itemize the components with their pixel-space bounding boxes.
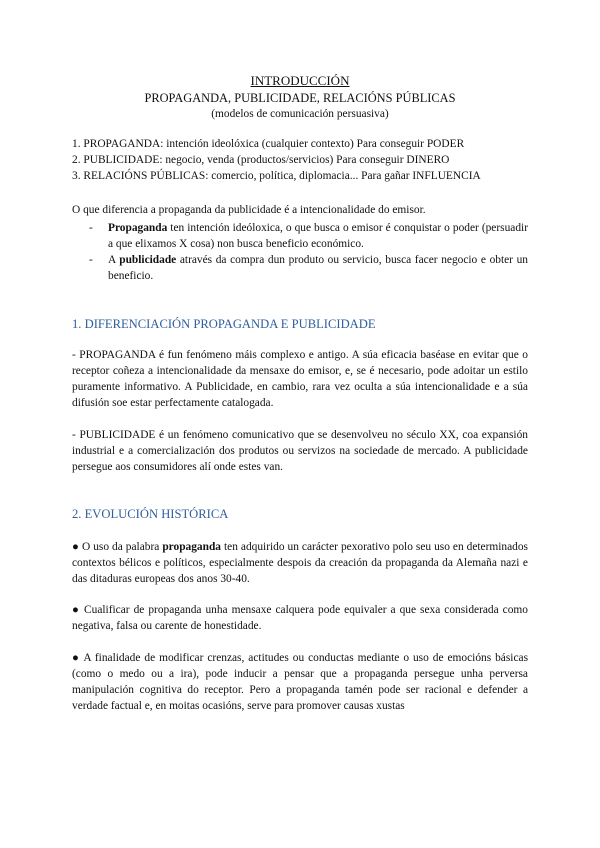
numbered-item-1: 1. PROPAGANDA: intención ideolóxica (cualquier contexto) Para conseguir PODER [72, 138, 465, 150]
section1-paragraph-2: - PUBLICIDADE é un fenómeno comunicativo que se desenvolveu no século XX, coa expansión industrial e a comercialización dos produtos ou servizos na sociedade de mercado. A publicidade persegue aos consumidores alí onde estes van. [72, 429, 528, 473]
bold-term: propaganda [162, 541, 221, 553]
difference-list [72, 220, 528, 284]
bold-term: Propaganda [108, 222, 168, 234]
dash-marker: - [89, 254, 93, 266]
page-subtitle: PROPAGANDA, PUBLICIDADE, RELACIÓNS PÚBLICAS [144, 91, 456, 105]
document-header [0, 72, 600, 122]
section2-paragraph-3: ● A finalidade de modificar crenzas, actitudes ou conductas mediante o uso de emocións básicas (como o medo ou a ira), pode inducir a pensar que a propaganda persegue unha perversa manipulación cognitiva do receptor. Pero a propaganda tamén pode ser racional e defender a verdade factual e, en moitas ocasións, serve para promover causas xustas [72, 652, 528, 712]
section-heading-1: 1. DIFERENCIACIÓN PROPAGANDA E PUBLICIDADE [72, 317, 376, 331]
section2-paragraph-2: ● Cualificar de propaganda unha mensaxe calquera pode equivaler a que sexa considerada como negativa, falsa ou carente de honestidade. [72, 604, 528, 632]
bold-term: publicidade [119, 254, 177, 266]
section-heading-2: 2. EVOLUCIÓN HISTÓRICA [72, 507, 229, 521]
section1-paragraph-1: - PROPAGANDA é fun fenómeno máis complexo e antigo. A súa eficacia baséase en evitar que o receptor coñeza a intencionalidade da mensaxe do emisor, e, se é necesario, pode adoitar un estilo puramente informativo. A Publicidade, en cambio, rara vez oculta a súa intencionalidade e a súa difusión soe estar perfectamente catalogada. [72, 349, 528, 409]
page-subtitle-note: (modelos de comunicación persuasiva) [211, 108, 389, 120]
numbered-item-2: 2. PUBLICIDADE: negocio, venda (productos/servicios) Para conseguir DINERO [72, 154, 450, 166]
page-title: INTRODUCCIÓN [250, 73, 350, 88]
list-item-publicidade [72, 252, 528, 284]
list-item-text: através da compra dun produto ou servicio, busca facer negocio e obter un beneficio. [108, 254, 528, 282]
difference-lead: O que diferencia a propaganda da publicidade é a intencionalidade do emisor. [72, 204, 426, 216]
list-item-propaganda [72, 220, 528, 252]
dash-marker: - [89, 222, 93, 234]
list-item-text: ten intención ideóloxica, o que busca o emisor é conquistar o poder (persuadir a que elixamos X cosa) non busca beneficio económico. [108, 222, 528, 250]
numbered-list [72, 136, 528, 184]
difference-block [72, 202, 528, 284]
paragraph-text: ten adquirido un carácter pexorativo polo seu uso en determinados contextos bélicos e políticos, especialmente despois da creación da propaganda da Alemaña nazi e das ditaduras europeas dos anos 30-40. [72, 541, 528, 585]
paragraph-text: ● O uso da palabra [72, 541, 163, 553]
list-item-lead: A [108, 254, 120, 266]
numbered-item-3: 3. RELACIÓNS PÚBLICAS: comercio, política, diplomacia... Para gañar INFLUENCIA [72, 170, 481, 182]
section2-paragraph-1 [72, 539, 528, 587]
